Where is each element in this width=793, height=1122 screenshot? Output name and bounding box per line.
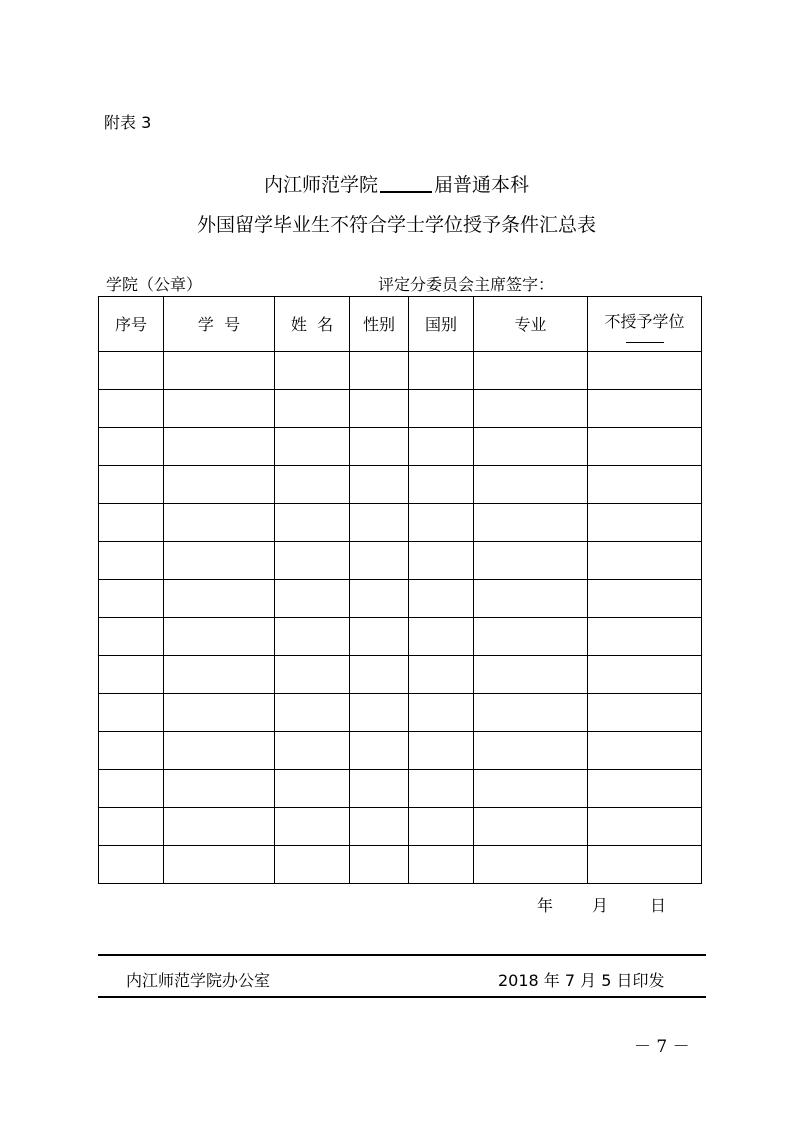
issuing-office: 内江师范学院办公室 — [126, 971, 271, 990]
table-cell — [474, 846, 588, 884]
date-year-label: 年 — [537, 896, 554, 915]
table-cell — [409, 580, 474, 618]
table-cell — [588, 808, 702, 846]
table-cell — [474, 352, 588, 390]
title-suffix: 届普通本科 — [434, 174, 530, 196]
table-header-row — [99, 297, 702, 352]
table-cell — [474, 466, 588, 504]
table-cell — [409, 504, 474, 542]
table-cell — [409, 808, 474, 846]
table-cell — [409, 694, 474, 732]
degree-denied-label: 不授予学位 — [604, 312, 685, 331]
table-cell — [474, 732, 588, 770]
table-cell — [474, 656, 588, 694]
table-cell — [474, 770, 588, 808]
table-cell — [588, 694, 702, 732]
table-cell — [99, 770, 164, 808]
issue-date: 2018 年 7 月 5 日印发 — [498, 971, 665, 990]
table-cell — [588, 504, 702, 542]
footer-rule-top — [98, 954, 706, 956]
table-cell — [350, 694, 409, 732]
table-cell — [474, 390, 588, 428]
table-cell — [350, 770, 409, 808]
table-cell — [350, 580, 409, 618]
table-cell — [409, 352, 474, 390]
table-cell — [164, 694, 275, 732]
table-cell — [474, 618, 588, 656]
table-cell — [99, 656, 164, 694]
table-cell — [474, 428, 588, 466]
table-row — [99, 770, 702, 808]
column-header-major: 专业 — [474, 297, 588, 352]
table-cell — [164, 846, 275, 884]
date-day-label: 日 — [650, 896, 667, 915]
document-title-line2: 外国留学毕业生不符合学士学位授予条件汇总表 — [196, 214, 596, 236]
table-row — [99, 428, 702, 466]
table-cell — [99, 580, 164, 618]
table-cell — [99, 618, 164, 656]
table-cell — [275, 580, 350, 618]
table-cell — [409, 618, 474, 656]
document-title-line1 — [0, 170, 793, 197]
table-row — [99, 466, 702, 504]
column-header-country: 国别 — [409, 297, 474, 352]
table-row — [99, 618, 702, 656]
table-cell — [588, 542, 702, 580]
table-row — [99, 694, 702, 732]
table-cell — [588, 580, 702, 618]
table-cell — [350, 732, 409, 770]
table-cell — [409, 732, 474, 770]
table-cell — [588, 732, 702, 770]
table-cell — [588, 352, 702, 390]
cohort-year-blank — [380, 173, 432, 193]
column-header-student-id: 学 号 — [164, 297, 275, 352]
table-cell — [474, 694, 588, 732]
table-cell — [164, 580, 275, 618]
table-cell — [588, 390, 702, 428]
table-cell — [409, 656, 474, 694]
table-cell — [350, 542, 409, 580]
table-cell — [99, 466, 164, 504]
title-prefix: 内江师范学院 — [263, 174, 378, 196]
table-cell — [588, 428, 702, 466]
table-cell — [474, 580, 588, 618]
chair-signature-label: 评定分委员会主席签字： — [378, 275, 555, 294]
column-header-name: 姓 名 — [275, 297, 350, 352]
table-cell — [99, 808, 164, 846]
table-row — [99, 846, 702, 884]
table-cell — [164, 618, 275, 656]
table-cell — [588, 618, 702, 656]
table-cell — [588, 846, 702, 884]
table-cell — [164, 466, 275, 504]
table-cell — [275, 504, 350, 542]
table-cell — [474, 542, 588, 580]
table-cell — [409, 542, 474, 580]
table-row — [99, 656, 702, 694]
table-cell — [350, 466, 409, 504]
table-row — [99, 542, 702, 580]
table-cell — [164, 732, 275, 770]
table-cell — [350, 390, 409, 428]
table-cell — [164, 428, 275, 466]
table-cell — [588, 656, 702, 694]
table-cell — [588, 770, 702, 808]
table-cell — [275, 390, 350, 428]
table-cell — [474, 504, 588, 542]
table-cell — [275, 732, 350, 770]
table-cell — [275, 808, 350, 846]
table-cell — [164, 504, 275, 542]
table-cell — [350, 618, 409, 656]
table-cell — [409, 466, 474, 504]
table-cell — [275, 352, 350, 390]
summary-table — [98, 296, 702, 884]
table-cell — [409, 770, 474, 808]
table-cell — [99, 732, 164, 770]
table-cell — [275, 656, 350, 694]
table-cell — [350, 352, 409, 390]
attachment-label: 附表 3 — [104, 113, 152, 132]
table-cell — [164, 352, 275, 390]
table-row — [99, 580, 702, 618]
table-cell — [588, 466, 702, 504]
table-cell — [275, 694, 350, 732]
table-cell — [350, 504, 409, 542]
table-cell — [99, 542, 164, 580]
table-cell — [275, 428, 350, 466]
table-cell — [164, 390, 275, 428]
column-header-degree-denied — [588, 297, 702, 352]
table-cell — [99, 390, 164, 428]
table-cell — [164, 770, 275, 808]
column-header-gender: 性别 — [350, 297, 409, 352]
table-row — [99, 352, 702, 390]
table-cell — [275, 618, 350, 656]
column-header-serial: 序号 — [99, 297, 164, 352]
table-cell — [275, 846, 350, 884]
table-cell — [474, 808, 588, 846]
college-seal-label: 学院（公章） — [106, 275, 203, 294]
table-cell — [409, 428, 474, 466]
table-cell — [99, 694, 164, 732]
table-cell — [350, 808, 409, 846]
table-cell — [275, 542, 350, 580]
table-cell — [350, 846, 409, 884]
table-cell — [99, 428, 164, 466]
table-cell — [350, 656, 409, 694]
table-cell — [99, 846, 164, 884]
table-row — [99, 504, 702, 542]
header-underline — [626, 342, 664, 343]
table-cell — [164, 656, 275, 694]
table-cell — [99, 504, 164, 542]
table-row — [99, 732, 702, 770]
footer-rule-bottom — [98, 996, 706, 998]
table-cell — [409, 846, 474, 884]
table-cell — [275, 466, 350, 504]
table-cell — [164, 542, 275, 580]
table-cell — [275, 770, 350, 808]
table-row — [99, 808, 702, 846]
table-row — [99, 390, 702, 428]
table-cell — [350, 428, 409, 466]
table-cell — [99, 352, 164, 390]
date-month-label: 月 — [592, 896, 609, 915]
page-number: － 7 － — [634, 1037, 690, 1057]
table-cell — [164, 808, 275, 846]
table-cell — [409, 390, 474, 428]
